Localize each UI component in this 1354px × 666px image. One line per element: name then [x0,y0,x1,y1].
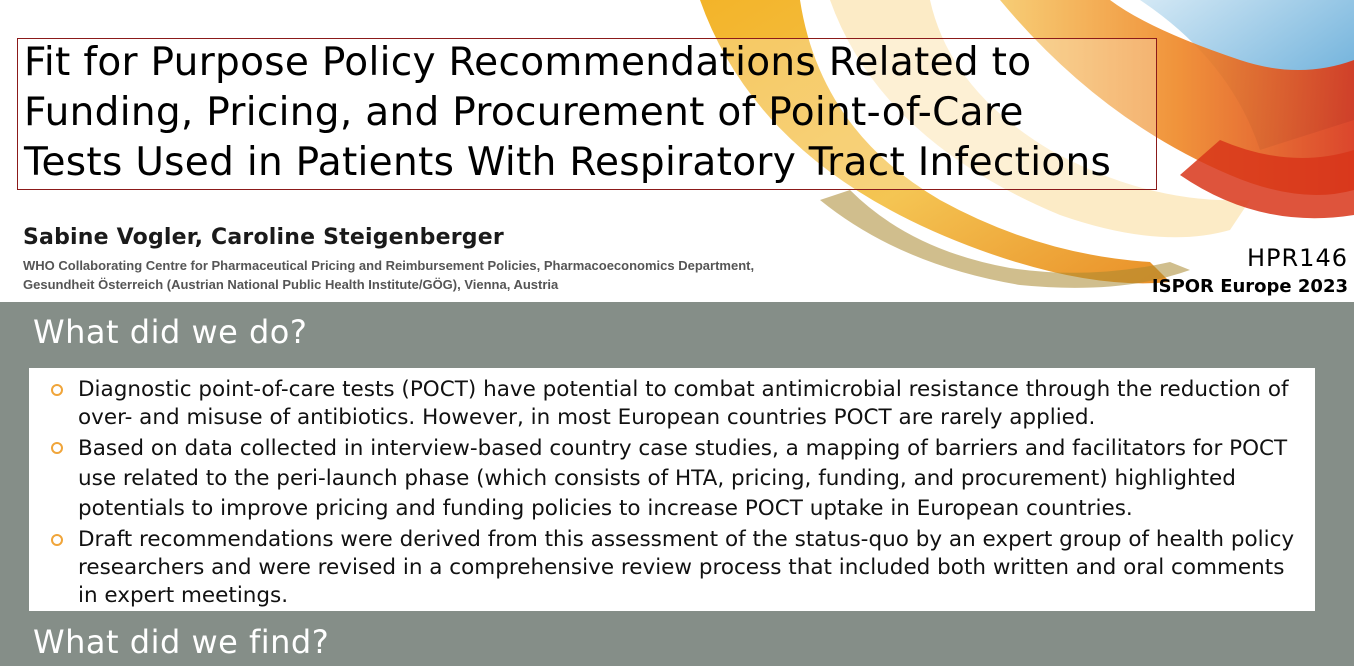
list-item [49,434,1309,524]
bullet-text: Draft recommendations were derived from this assessment of the status-quo by an expert group of health policy researchers and were revised in a comprehensive review process that included both written and oral comments in expert meetings. [78,527,1295,608]
conference-name: ISPOR Europe 2023 [1151,276,1348,297]
title-line: Funding, Pricing, and Procurement of Point-of-Care [24,90,1024,135]
list-item [49,376,1309,432]
bullet-circle-icon [51,384,63,396]
bullet-circle-icon [51,442,63,454]
title-line: Fit for Purpose Policy Recommendations Related to [24,40,1032,85]
section-heading-what-did-we-find: What did we find? [33,623,330,661]
what-did-we-do-box [29,368,1315,611]
authors: Sabine Vogler, Caroline Steigenberger [23,225,504,250]
list-item [49,526,1309,610]
section-heading-what-did-we-do: What did we do? [33,313,308,351]
affiliation-line: Gesundheit Österreich (Austrian National Public Health Institute/GÖG), Vienna, Austria [23,277,559,292]
poster-title [24,38,1154,188]
bullet-list [49,376,1309,610]
bullet-circle-icon [51,534,63,546]
affiliation-line: WHO Collaborating Centre for Pharmaceutical Pricing and Reimbursement Policies, Pharmacoeconomics Department, [23,258,755,273]
poster-code: HPR146 [1246,244,1348,272]
bullet-text: Diagnostic point-of-care tests (POCT) have potential to combat antimicrobial resistance through the reduction of over- and misuse of antibiotics. However, in most European countries POCT are rarely applied. [78,377,1289,430]
title-line: Tests Used in Patients With Respiratory Tract Infections [24,140,1112,185]
bullet-text: Based on data collected in interview-based country case studies, a mapping of barriers and facilitators for POCT use related to the peri-launch phase (which consists of HTA, pricing, funding, and procurement) highlighted potentials to improve pricing and funding policies to increase POCT uptake in European countries. [78,436,1288,521]
